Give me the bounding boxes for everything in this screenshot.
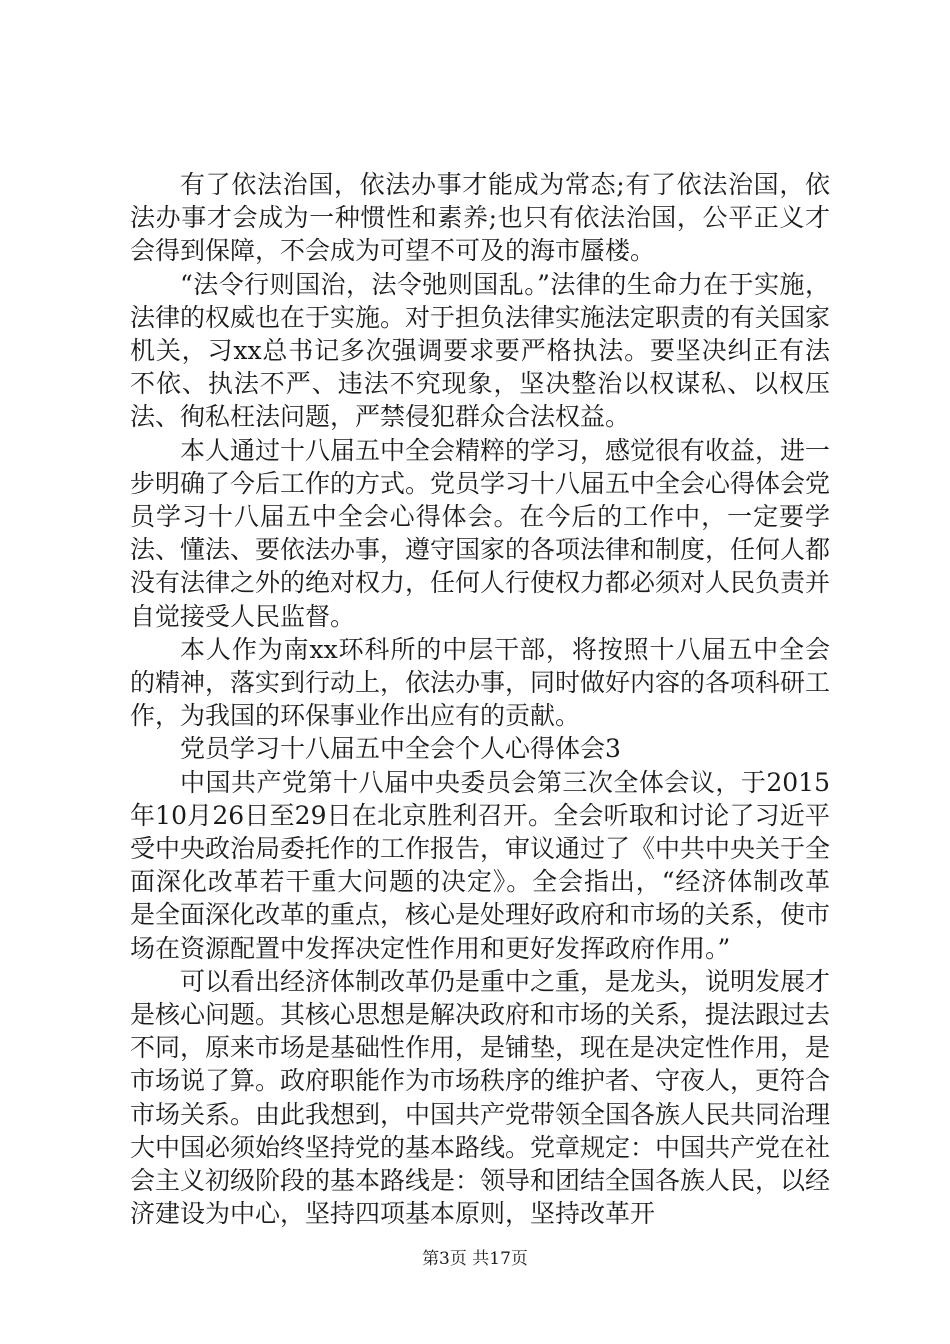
paragraph-3: 本人通过十八届五中全会精粹的学习，感觉很有收益，进一步明确了今后工作的方式。党员学习十八届五中全会心得体会党员学习十八届五中全会心得体会。在今后的工作中，一定要学法、懂法、要依法办事，遵守国家的各项法律和制度，任何人都没有法律之外的绝对权力，任何人行使权力都必须对人民负责并自觉接受人民监督。 xyxy=(130,435,831,631)
section-heading: 党员学习十八届五中全会个人心得体会3 xyxy=(180,734,621,764)
document-body xyxy=(130,168,830,1231)
paragraph-6: 可以看出经济体制改革仍是重中之重，是龙头，说明发展才是核心问题。其核心思想是解决政府和市场的关系，提法跟过去不同，原来市场是基础性作用，是铺垫，现在是决定性作用，是市场说了算。政府职能作为市场秩序的维护者、守夜人，更符合市场关系。由此我想到，中国共产党带领全国各族人民共同治理大中国必须始终坚持党的基本路线。党章规定：中国共产党在社会主义初级阶段的基本路线是：领导和团结全国各族人民，以经济建设为中心，坚持四项基本原则，坚持改革开 xyxy=(130,966,831,1229)
paragraph-2: “法令行则国治，法令弛则国乱。”法律的生命力在于实施，法律的权威也在于实施。对于担负法律实施法定职责的有关国家机关，习xx总书记多次强调要求要严格执法。要坚决纠正有法不依、执法不严、违法不究现象，坚决整治以权谋私、以权压法、徇私枉法问题，严禁侵犯群众合法权益。 xyxy=(130,269,831,432)
paragraph-5: 中国共产党第十八届中央委员会第三次全体会议，于2015年10月26日至29日在北京胜利召开。全会听取和讨论了习近平受中央政治局委托作的工作报告，审议通过了《中共中央关于全面深化改革若干重大问题的决定》。全会指出，“经济体制改革是全面深化改革的重点，核心是处理好政府和市场的关系，使市场在资源配置中发挥决定性作用和更好发挥政府作用。” xyxy=(130,767,831,963)
paragraph-1: 有了依法治国，依法办事才能成为常态;有了依法治国，依法办事才会成为一种惯性和素养;也只有依法治国，公平正义才会得到保障，不会成为可望不可及的海市蜃楼。 xyxy=(130,170,830,266)
page-footer: 第3页 共17页 xyxy=(422,1249,528,1269)
paragraph-4: 本人作为南xx环科所的中层干部，将按照十八届五中全会的精神，落实到行动上，依法办事，同时做好内容的各项科研工作，为我国的环保事业作出应有的贡献。 xyxy=(130,634,831,731)
